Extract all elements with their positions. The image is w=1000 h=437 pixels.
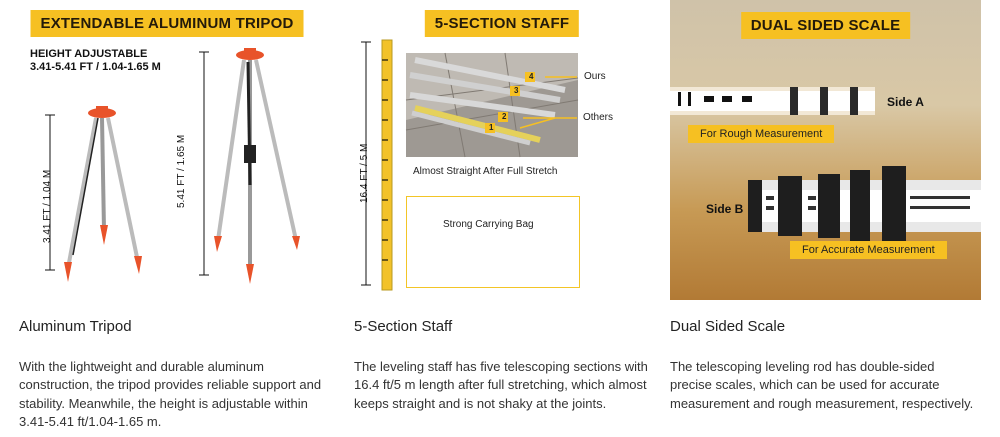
- height-adjustable-text: HEIGHT ADJUSTABLE 3.41-5.41 FT / 1.04-1.65 M: [30, 48, 161, 73]
- badge-accurate-measurement: For Accurate Measurement: [790, 241, 947, 259]
- banner-scale: DUAL SIDED SCALE: [741, 12, 911, 39]
- label-ours: Ours: [584, 71, 606, 82]
- card-title-staff: 5-Section Staff: [354, 318, 453, 335]
- card-desc-tripod: With the lightweight and durable aluminum construction, the tripod provides reliable support and stability. Meanwhile, the height is adjustable within 3.41-5.41 ft/1.04-1.65 m.: [19, 359, 322, 429]
- card-desc-scale: The telescoping leveling rod has double-sided precise scales, which can be used for accurate measurement and rough measurement, respectively.: [670, 359, 974, 411]
- label-short-height: 3.41 FT / 1.04 M: [42, 169, 53, 243]
- staff-image: [355, 0, 649, 300]
- card-title-tripod: Aluminum Tripod: [19, 318, 132, 335]
- card-desc-staff: The leveling staff has five telescoping sections with 16.4 ft/5 m length after full stretching, which almost keeps straight and is not shaky at the joints.: [354, 359, 648, 411]
- card-title-scale: Dual Sided Scale: [670, 318, 786, 335]
- banner-staff: 5-SECTION STAFF: [425, 10, 579, 37]
- product-card-staff: [335, 0, 670, 437]
- bag-photo-box: [406, 196, 580, 288]
- marker-3: 3: [514, 86, 519, 95]
- badge-rough-measurement: For Rough Measurement: [688, 125, 834, 143]
- label-others: Others: [583, 112, 614, 123]
- label-tall-height: 5.41 FT / 1.65 M: [176, 134, 187, 208]
- caption-straight: Almost Straight After Full Stretch: [413, 166, 558, 177]
- marker-2: 2: [502, 112, 507, 121]
- scale-image: [670, 0, 981, 300]
- product-card-scale: [670, 0, 1000, 437]
- label-side-b: Side B: [706, 202, 744, 216]
- marker-4: 4: [529, 72, 534, 81]
- tripod-illustration: [18, 0, 316, 300]
- label-staff-length: 16.4 FT / 5 M: [359, 143, 370, 203]
- marker-1: 1: [489, 123, 494, 132]
- banner-tripod: EXTENDABLE ALUMINUM TRIPOD: [31, 10, 304, 37]
- label-side-a: Side A: [887, 95, 924, 109]
- caption-bag: Strong Carrying Bag: [443, 219, 534, 230]
- product-card-tripod: [0, 0, 335, 437]
- tripod-image: [18, 0, 316, 300]
